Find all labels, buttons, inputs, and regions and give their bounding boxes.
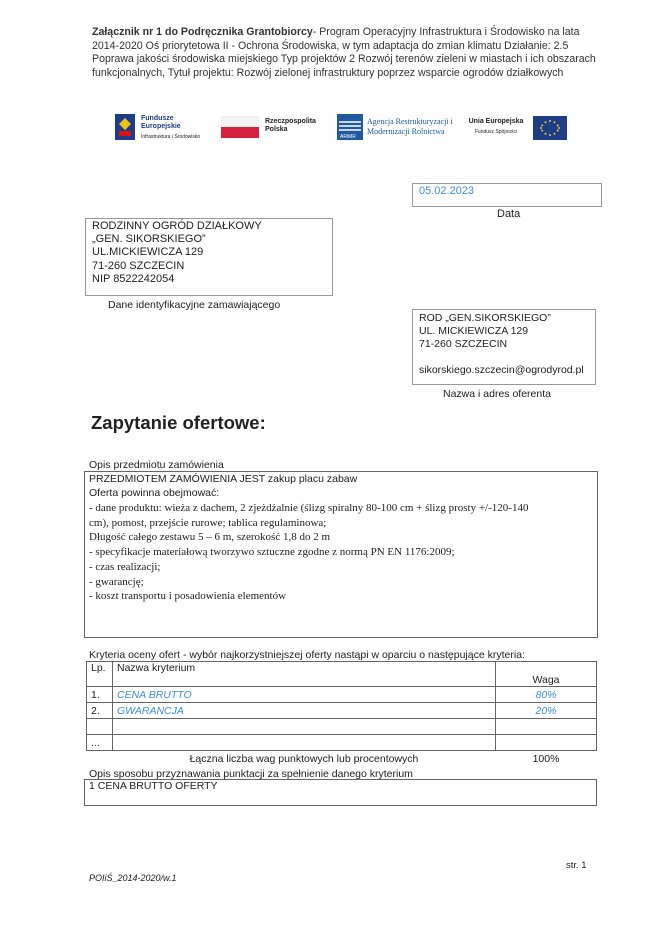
header-bold: Załącznik nr 1 do Podręcznika Grantobiorcy [92, 26, 313, 38]
criteria-table [86, 661, 597, 766]
offeror-label: Nazwa i adres oferenta [443, 388, 551, 400]
page-number: str. 1 [566, 860, 587, 871]
description-first-line [89, 473, 357, 486]
scoring-box [84, 779, 597, 806]
arimr-emblem-label: ARiMR [340, 134, 356, 140]
ue-title: Unia Europejska [468, 118, 524, 125]
scoring-value: 1 CENA BRUTTO OFERTY [89, 780, 218, 792]
row-lp: 1. [87, 687, 113, 703]
description-label: Opis przedmiotu zamówienia [89, 459, 224, 471]
page-title: Zapytanie ofertowe: [91, 412, 266, 433]
criteria-label: Kryteria oceny ofert - wybór najkorzystniejszej oferty nastąpi w oparciu o następujące kryteria: [89, 649, 525, 661]
arimr-emblem-icon [337, 114, 363, 140]
total-value: 100% [532, 752, 560, 765]
row-lp [87, 719, 113, 735]
description-item: - dane produktu: wieża z dachem, 2 zjeżdżalnie (ślizg spiralny 80-100 cm + ślizg prosty +/-120-140 [89, 502, 529, 514]
col-weight-header: Waga [496, 662, 597, 687]
fe-emblem-icon [115, 114, 135, 140]
date-label: Data [497, 208, 521, 220]
total-row [87, 751, 597, 767]
poland-flag-icon [221, 116, 259, 138]
row-weight: 80% [496, 687, 597, 703]
fe-title: Fundusze Europejskie [141, 115, 181, 130]
orderer-box [85, 218, 333, 296]
footer-code: POIiŚ_2014-2020/w.1 [89, 873, 177, 883]
table-row [87, 687, 597, 703]
table-row [87, 719, 597, 735]
fe-sub: Infrastruktura i Środowisko [141, 134, 201, 140]
fe-logo [115, 112, 215, 144]
header-paragraph [92, 26, 602, 80]
description-item: - specyfikacje materiałową tworzywo sztuczne zgodne z normą PN EN 1176:2009; [89, 546, 455, 559]
total-label: Łączna liczba wag punktowych lub procentowych [189, 752, 419, 765]
ue-sub: Fundusz Spójności [474, 129, 518, 135]
offeror-email: sikorskiego.szczecin@ogrodyrod.pl [419, 364, 584, 376]
description-intro: Oferta powinna obejmować: [89, 487, 220, 499]
row-name [113, 735, 496, 751]
arimr-title: Agencja Restrukturyzacji i Modernizacji Rolnictwa [367, 117, 453, 136]
col-name-header: Nazwa kryterium [113, 662, 496, 687]
row-lp: ... [87, 735, 113, 751]
orderer-line: NIP 8522242054 [92, 272, 175, 285]
criteria-header-row [87, 662, 597, 687]
orderer-line: UL.MICKIEWICZA 129 [92, 246, 204, 259]
description-item: cm), pomost, przejście rurowe; tablica regulaminowa; [89, 516, 327, 529]
description-item: - czas realizacji; [89, 560, 161, 573]
orderer-line: RODZINNY OGRÓD DZIAŁKOWY [92, 220, 262, 232]
arimr-logo [337, 112, 467, 144]
description-serif-block [89, 501, 594, 604]
header-text: - Program Operacyjny Infrastruktura i Środowisko na lata 2014-2020 Oś priorytetowa II - Ochrona Środowiska, w tym adaptacja do zmian klimatu Działanie: 2.5 Poprawa jakości środowiska miejskiego Typ projektów 2 Rozwój terenów zieleni w miastach i ich obszarach funkcjonalnych, Tytuł projektu: Rozwój zielonej infrastruktury poprzez wsparcie ogrodów działkowych [92, 26, 596, 79]
offeror-line: 71-260 SZCZECIN [419, 338, 508, 350]
logos-strip [115, 112, 575, 144]
row-weight [496, 719, 597, 735]
row-lp: 2. [87, 703, 113, 719]
row-name: GWARANCJA [113, 703, 496, 719]
description-item: - koszt transportu i posadowienia elementów [89, 590, 287, 603]
date-field[interactable] [412, 183, 602, 207]
date-value: 05.02.2023 [419, 185, 475, 197]
row-weight [496, 735, 597, 751]
eu-flag-icon [533, 116, 567, 140]
scoring-label: Opis sposobu przyznawania punktacji za spełnienie danego kryterium [89, 768, 413, 780]
offeror-box [412, 309, 596, 385]
table-row [87, 735, 597, 751]
ue-logo [465, 112, 575, 144]
col-lp-header: Lp. [87, 662, 113, 687]
row-name: CENA BRUTTO [113, 687, 496, 703]
offeror-line: UL. MICKIEWICZA 129 [419, 325, 529, 337]
description-caps: PRZEDMIOTEM ZAMÓWIENIA JEST [89, 473, 265, 485]
orderer-line: „GEN. SIKORSKIEGO” [92, 233, 206, 246]
total-spacer [87, 751, 113, 767]
description-item: Długość całego zestawu 5 – 6 m, szerokość 1,8 do 2 m [89, 531, 331, 544]
row-weight: 20% [496, 703, 597, 719]
rp-title: Rzeczpospolita Polska [265, 118, 316, 133]
description-box [84, 471, 598, 638]
description-subject: zakup placu zabaw [264, 473, 358, 485]
offeror-line: ROD „GEN.SIKORSKIEGO” [419, 312, 551, 324]
row-name [113, 719, 496, 735]
table-row [87, 703, 597, 719]
rp-logo [221, 112, 321, 144]
orderer-line: 71-260 SZCZECIN [92, 259, 185, 272]
description-item: - gwarancję; [89, 575, 144, 588]
orderer-label: Dane identyfikacyjne zamawiającego [108, 299, 281, 311]
